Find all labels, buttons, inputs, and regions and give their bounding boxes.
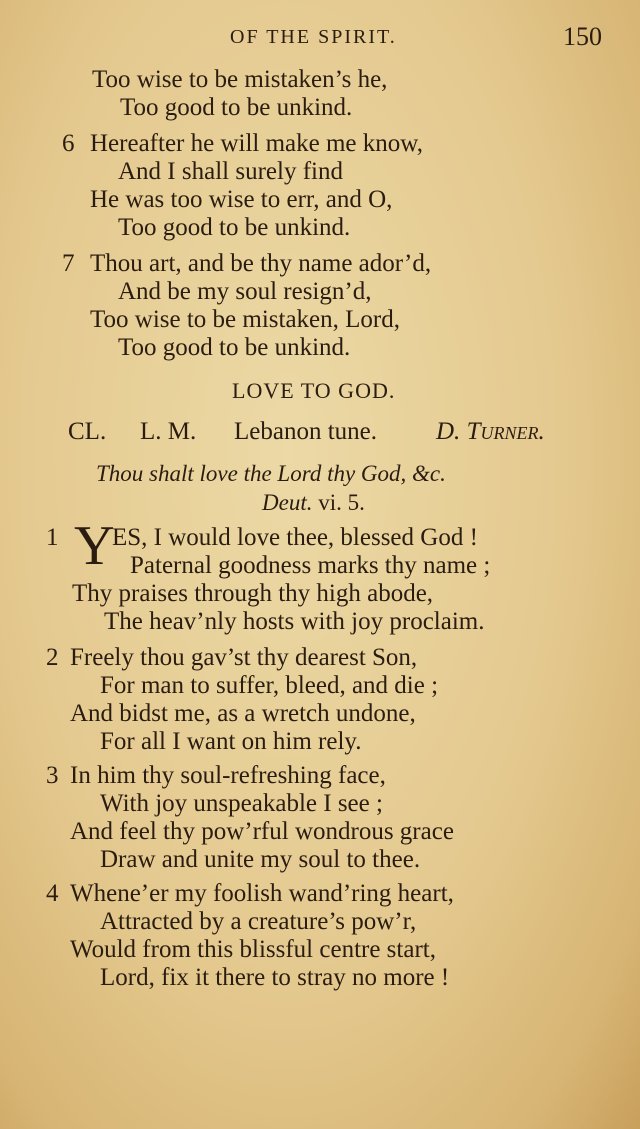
verse-line: Too wise to be mistaken’s he, xyxy=(92,66,388,93)
verse-number: 4 xyxy=(46,880,59,907)
verse-line: ES, I would love thee, blessed God ! xyxy=(112,524,478,551)
epigraph: Thou shalt love the Lord thy God, &c. xyxy=(96,461,446,486)
verse-line: Hereafter he will make me know, xyxy=(90,130,423,157)
hymn-tune: Lebanon tune. xyxy=(234,418,378,445)
verse-number: 2 xyxy=(46,644,59,671)
verse-number: 6 xyxy=(62,130,75,157)
verse-line: Too good to be unkind. xyxy=(118,334,351,361)
verse-line: Attracted by a creature’s pow’r, xyxy=(100,908,417,935)
verse-line: And bidst me, as a wretch undone, xyxy=(70,700,416,727)
verse-line: He was too wise to err, and O, xyxy=(90,186,393,213)
verse-number: 3 xyxy=(46,762,59,789)
verse-line: With joy unspeakable I see ; xyxy=(100,790,383,817)
drop-cap: Y xyxy=(74,515,115,577)
hymn-author xyxy=(436,418,545,446)
verse-number: 1 xyxy=(46,524,59,551)
verse-line: Too wise to be mistaken, Lord, xyxy=(90,306,400,333)
verse-line: The heav’nly hosts with joy proclaim. xyxy=(104,608,485,635)
verse-line: And I shall surely find xyxy=(118,158,343,185)
verse-line: Whene’er my foolish wand’ring heart, xyxy=(70,880,454,907)
page-number: 150 xyxy=(563,22,602,51)
verse-line: For all I want on him rely. xyxy=(100,728,362,755)
verse-line: Too good to be unkind. xyxy=(118,214,351,241)
author-initial: D. xyxy=(436,418,461,445)
verse-line: Thou art, and be thy name ador’d, xyxy=(90,250,432,277)
hymn-number: CL. xyxy=(68,418,107,445)
verse-line: Draw and unite my soul to thee. xyxy=(100,846,421,873)
verse-line: Would from this blissful centre start, xyxy=(70,936,436,963)
verse-line: In him thy soul-refreshing face, xyxy=(70,762,386,789)
reference-location: vi. 5. xyxy=(318,490,365,515)
verse-number: 7 xyxy=(62,250,75,277)
running-head: OF THE SPIRIT. xyxy=(230,26,397,48)
author-name: Turner. xyxy=(466,418,545,445)
verse-line: And be my soul resign’d, xyxy=(118,278,372,305)
verse-line: Too good to be unkind. xyxy=(120,94,353,121)
verse-line: Paternal goodness marks thy name ; xyxy=(130,552,491,579)
scripture-reference xyxy=(262,490,365,516)
verse-line: Freely thou gav’st thy dearest Son, xyxy=(70,644,418,671)
verse-line: For man to suffer, bleed, and die ; xyxy=(100,672,439,699)
verse-line: And feel thy pow’rful wondrous grace xyxy=(70,818,454,845)
hymn-heading: LOVE TO GOD. xyxy=(232,378,396,403)
hymn-meter: L. M. xyxy=(140,418,197,445)
reference-book: Deut. xyxy=(262,490,313,515)
verse-line: Lord, fix it there to stray no more ! xyxy=(100,964,450,991)
verse-line: Thy praises through thy high abode, xyxy=(72,580,434,607)
